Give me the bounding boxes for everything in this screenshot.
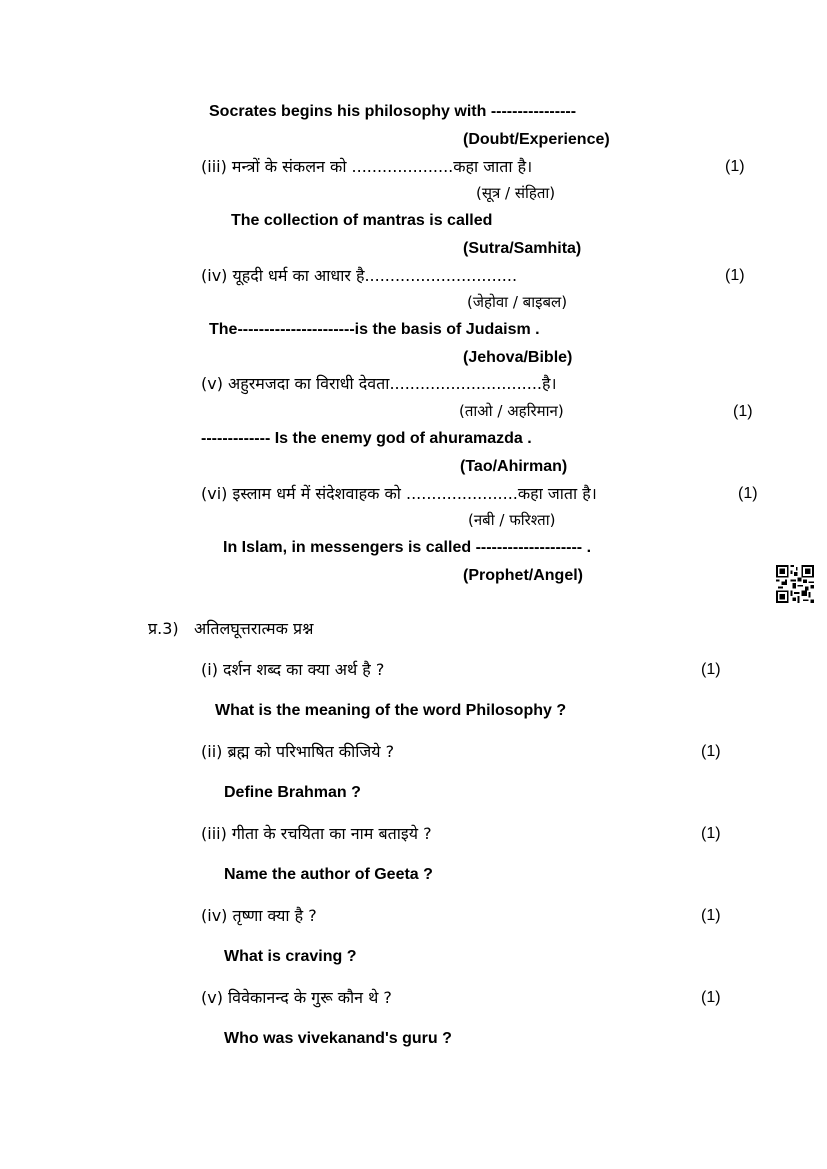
q2-item-ii-english-options: (Doubt/Experience) <box>463 131 610 148</box>
q2-item-iv-english-question: The----------------------is the basis of Judaism . <box>209 321 540 338</box>
q3-item-iii-hindi: (iii) गीता के रचयिता का नाम बताइये ? <box>201 824 432 843</box>
q2-item-vi-hindi-options: (नबी / फरिश्ता) <box>468 511 556 529</box>
q3-item-iv-hindi: (iv) तृष्णा क्या है ? <box>201 906 317 925</box>
q2-item-v-marks: (1) <box>733 403 753 420</box>
q2-item-vi-english-question: In Islam, in messengers is called -------------------- . <box>223 539 592 556</box>
q3-item-v-english: Who was vivekanand's guru ? <box>224 1030 452 1047</box>
q2-item-iv-hindi-question: (iv) यूहदी धर्म का आधार है.............................. <box>201 266 518 285</box>
q2-item-ii-english-question: Socrates begins his philosophy with ---------------- <box>209 103 577 120</box>
q2-item-iv-marks: (1) <box>725 267 745 284</box>
q3-item-v-marks: (1) <box>701 989 721 1006</box>
q3-item-iv-english: What is craving ? <box>224 948 357 965</box>
q2-item-vi-marks: (1) <box>738 485 758 502</box>
q2-item-vi-hindi-question: (vi) इस्लाम धर्म में संदेशवाहक को ......................कहा जाता है। <box>201 484 597 503</box>
q3-heading-number: प्र.3) <box>148 619 179 638</box>
q2-item-iv-english-options: (Jehova/Bible) <box>463 349 573 366</box>
q3-item-v-hindi: (v) विवेकानन्द के गुरू कौन थे ? <box>201 988 392 1007</box>
q3-item-ii-hindi: (ii) ब्रह्म को परिभाषित कीजिये ? <box>201 742 395 761</box>
q3-item-i-hindi: (i) दर्शन शब्द का क्या अर्थ है ? <box>201 660 385 679</box>
q3-heading-text: अतिलघूत्तरात्मक प्रश्न <box>194 619 314 638</box>
q3-item-iii-english: Name the author of Geeta ? <box>224 866 433 883</box>
q2-item-v-hindi-options: (ताओ / अहरिमान) <box>459 402 564 420</box>
q2-item-v-english-options: (Tao/Ahirman) <box>460 458 568 475</box>
q2-item-iii-hindi-options: (सूत्र / संहिता) <box>476 184 556 202</box>
q3-item-iii-marks: (1) <box>701 825 721 842</box>
qr-code-icon <box>776 565 814 603</box>
q2-item-v-hindi-question: (v) अहुरमजदा का विराधी देवता..............................है। <box>201 374 557 393</box>
q3-item-ii-marks: (1) <box>701 743 721 760</box>
q3-item-iv-marks: (1) <box>701 907 721 924</box>
q2-item-v-english-question: ------------- Is the enemy god of ahuramazda . <box>201 430 532 447</box>
q2-item-vi-english-options: (Prophet/Angel) <box>463 567 583 584</box>
q3-item-i-english: What is the meaning of the word Philosophy ? <box>215 702 567 719</box>
q3-item-i-marks: (1) <box>701 661 721 678</box>
q2-item-iii-english-question: The collection of mantras is called <box>231 212 493 229</box>
q2-item-iii-english-options: (Sutra/Samhita) <box>463 240 582 257</box>
q3-item-ii-english: Define Brahman ? <box>224 784 361 801</box>
q2-item-iii-marks: (1) <box>725 158 745 175</box>
q2-item-iii-hindi-question: (iii) मन्त्रों के संकलन को ....................कहा जाता है। <box>201 157 533 176</box>
q2-item-iv-hindi-options: (जेहोवा / बाइबल) <box>467 293 568 311</box>
